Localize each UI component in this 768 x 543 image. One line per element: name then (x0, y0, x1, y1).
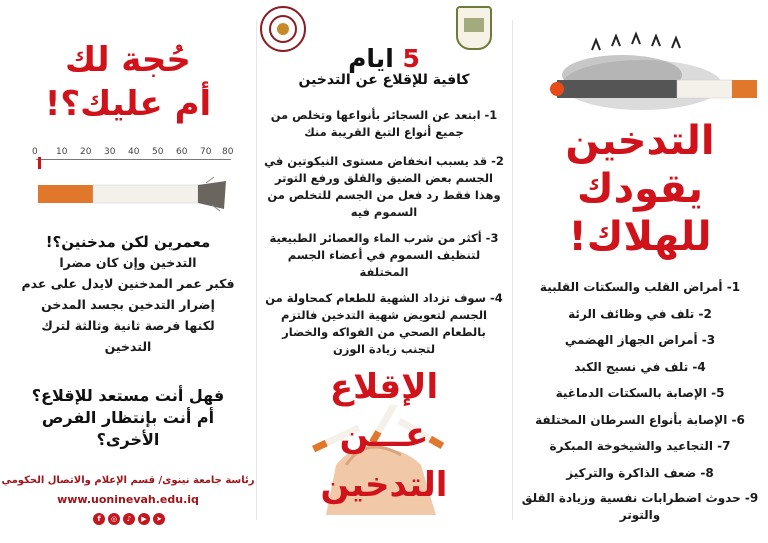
middle-panel (256, 0, 512, 543)
age-ruler (30, 147, 235, 177)
right-title-line1: التدخين (565, 118, 715, 164)
ruler-label: 0 (32, 147, 38, 157)
ruler-label: 70 (200, 147, 212, 157)
harm-item: 9- حدوث اضطرابات نفسية وزيادة القلق والتوتر (521, 491, 759, 522)
social-icons (89, 513, 169, 527)
harm-item: 5- الإصابة بالسكتات الدماغية (555, 386, 725, 400)
harm-item: 7- التجاعيد والشيخوخة المبكرة (549, 439, 731, 453)
smokers-block (0, 232, 256, 357)
ruler-label: 60 (176, 147, 188, 157)
quit-heading-line2: عـــن (339, 415, 429, 455)
question-line: أم أنت بإنتظار الفرص (41, 408, 215, 427)
ruler-line (36, 159, 231, 160)
quit-heading-line3: التدخين (320, 465, 448, 505)
right-title-line2: يقودك (576, 166, 704, 212)
harm-item: 3- أمراض الجهاز الهضمي (564, 333, 716, 347)
smokers-line: فكبر عمر المدخنين لايدل على عدم (21, 276, 235, 291)
smokers-line: التدخين وإن كان مضرا (59, 255, 197, 270)
question-line: الأخرى؟ (96, 430, 160, 449)
middle-subtitle: كافية للإقلاع عن التدخين (298, 72, 470, 88)
instagram-icon[interactable]: ◎ (108, 513, 120, 525)
right-panel (512, 0, 768, 543)
ruler-label: 50 (152, 147, 164, 157)
burning-cigarette-illustration (532, 30, 762, 120)
harm-item: 6- الإصابة بأنواع السرطان المختلفة (535, 412, 745, 427)
quit-heading-line1: الإقلاع (329, 367, 439, 407)
left-title-line2: أم عليك؟! (44, 84, 212, 124)
left-title-line1: حُجة لك (65, 40, 191, 80)
tip-item: 4- سوف تزداد الشهية للطعام كمحاولة من الجسم لتعويض شهية التدخين فالتزم بالطعام الصحي من الفواكه والخضار لتجنب زيادة الوزن (265, 291, 503, 356)
footer-website-link[interactable]: www.uoninevah.edu.iq (57, 493, 199, 506)
tiktok-icon[interactable]: ♪ (123, 513, 135, 525)
telegram-icon[interactable]: ➤ (153, 513, 165, 525)
harm-item: 2- تلف في وظائف الرئة (568, 306, 712, 321)
harm-item: 1- أمراض القلب والسكتات القلبية (539, 280, 741, 294)
ruler-label: 80 (222, 147, 234, 157)
five-days-heading (256, 44, 512, 74)
ruler-label: 30 (104, 147, 116, 157)
days-number: 5 (402, 44, 420, 73)
youtube-icon[interactable]: ▶ (138, 513, 150, 525)
ruler-label: 40 (128, 147, 140, 157)
smokers-line: لكنها فرصة ثانية وثالثة لترك (41, 318, 215, 333)
ruler-marker (38, 157, 41, 169)
footer-department: رئاسة جامعة نينوى/ قسم الإعلام والاتصال الحكومي (1, 475, 255, 486)
right-title-line3: للهلاك! (568, 214, 712, 260)
harms-list (518, 274, 762, 524)
question-line: فهل أنت مستعد للإقلاع؟ (31, 386, 225, 405)
smokers-line: إضرار التدخين بجسد المدخن (41, 297, 215, 312)
smokers-heading: معمرين لكن مدخنين؟! (45, 233, 211, 251)
question-block (0, 385, 256, 451)
smokers-line: التدخين (104, 339, 152, 354)
tip-item: 2- قد يسبب انخفاض مستوى النيكوتين في الجسم بعض الضيق والقلق ورفع التوتر وهذا فقط رد فعل من الجسم للتخلص من السموم فيه (264, 154, 504, 219)
harm-item: 8- ضعف الذاكرة والتركيز (566, 465, 714, 480)
days-word: ايام (348, 44, 394, 73)
left-panel (0, 0, 256, 543)
ruler-label: 20 (80, 147, 92, 157)
facebook-icon[interactable]: f (93, 513, 105, 525)
ruler-label: 10 (56, 147, 68, 157)
tip-item: 1- ابتعد عن السجائر بأنواعها وتخلص من جميع أنواع التبغ القريبة منك (270, 108, 498, 139)
cigarette-illustration (38, 175, 228, 215)
tip-item: 3- أكثر من شرب الماء والعصائر الطبيعية لتنظيف السموم في أعضاء الجسم المختلفة (269, 231, 499, 279)
harm-item: 4- تلف في نسيج الكبد (574, 359, 706, 374)
